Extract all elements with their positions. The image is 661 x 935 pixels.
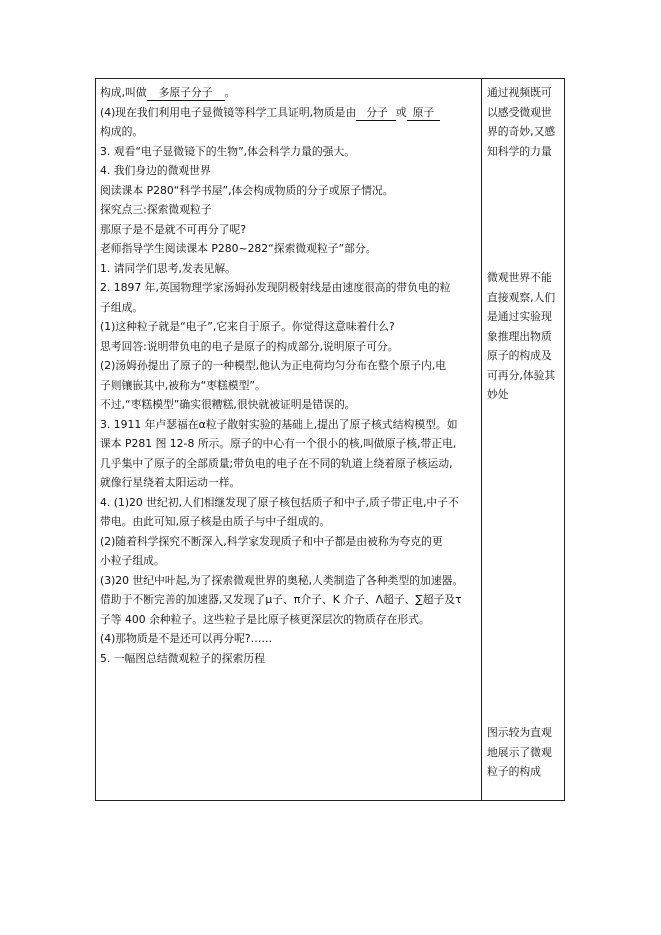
text-line: 子组成。	[100, 300, 144, 314]
design-note-experiment	[487, 268, 555, 405]
text-line: (4)那物质是不是还可以再分呢?……	[100, 632, 273, 645]
note-line: 界的奇妙,又感	[487, 125, 556, 138]
text-line: 思考回答:说明带负电的电子是原子的构成部分,说明原子可分。	[100, 339, 399, 353]
text-line: 3. 1911 年卢瑟福在α粒子散射实验的基础上,提出了原子核式结构模型。如	[100, 417, 458, 431]
text-line: (2)汤姆孙提出了原子的一种模型,他认为正电荷均匀分布在整个原子内,电	[100, 359, 447, 372]
note-line: 图示较为直观	[487, 726, 552, 739]
text-line: 不过,“枣糕模型”确实很糟糕,很快就被证明是错误的。	[100, 398, 356, 411]
text-line: 构成,叫做 多原子分子 。	[100, 86, 236, 99]
note-line: 是通过实验现	[487, 310, 552, 323]
note-line: 原子的构成及	[487, 349, 552, 362]
text-line: (3)20 世纪中叶起,为了探索微观世界的奥秘,人类制造了各种类型的加速器。	[100, 573, 464, 587]
note-line: 知科学的力量	[487, 144, 552, 158]
answer-blank: 分子	[356, 105, 396, 121]
section-heading: 探究点三:探索微观粒子	[100, 203, 212, 216]
text-line: (2)随着科学探究不断深入,科学家发现质子和中子都是由被称为夸克的更	[100, 534, 443, 548]
text-line: 子等 400 余种粒子。这些粒子是比原子核更深层次的物质存在形式。	[100, 612, 430, 626]
text-line: 构成的。	[100, 125, 144, 138]
note-line: 象推理出物质	[487, 329, 552, 343]
text-line: 3. 观看“电子显微镜下的生物”,体会科学力量的强大。	[100, 144, 356, 158]
note-line: 微观世界不能	[487, 271, 552, 284]
lesson-content-column	[100, 83, 476, 668]
answer-blank: 多原子分子	[147, 85, 225, 101]
text-line: 带电。由此可知,原子核是由质子与中子组成的。	[100, 515, 331, 528]
text-line: 4. (1)20 世纪初,人们相继发现了原子核包括质子和中子,质子带正电,中子不	[100, 495, 459, 509]
text-line: 小粒子组成。	[100, 554, 165, 567]
text-line: 4. 我们身边的微观世界	[100, 164, 211, 177]
lesson-table	[95, 78, 565, 801]
note-line: 通过视频既可	[487, 86, 552, 99]
text-line: (1)这种粒子就是“电子”,它来自于原子。你觉得这意味着什么?	[100, 320, 395, 333]
note-line: 直接观察,人们	[487, 290, 556, 304]
text-line: 那原子是不是就不可再分了呢?	[100, 222, 247, 236]
note-line: 妙处	[487, 388, 509, 401]
text-line: 老师指导学生阅读课本 P280~282“探索微观粒子”部分。	[100, 242, 377, 255]
text-line: 子则镶嵌其中,被称为“枣糕模型”。	[100, 378, 266, 392]
note-line: 地展示了微观	[487, 745, 552, 759]
note-line: 以感受微观世	[487, 105, 552, 119]
text-line: 阅读课本 P280“科学书屋”,体会构成物质的分子或原子情况。	[100, 183, 394, 197]
text-line: 课本 P281 图 12-8 所示。原子的中心有一个很小的核,叫做原子核,带正电,	[100, 437, 457, 450]
note-line: 粒子的构成	[487, 765, 541, 778]
design-note-video	[487, 83, 555, 161]
answer-blank: 原子	[407, 105, 441, 121]
design-note-diagram	[487, 723, 552, 782]
text-line: 2. 1897 年,英国物理学家汤姆孙发现阴极射线是由速度很高的带负电的粒	[100, 281, 451, 294]
column-divider	[481, 79, 482, 800]
text-line: 几乎集中了原子的全部质量;带负电的电子在不同的轨道上绕着原子核运动,	[100, 456, 453, 470]
text-line: 5. 一幅图总结微观粒子的探索历程	[100, 651, 265, 665]
text-line: (4)现在我们利用电子显微镜等科学工具证明,物质是由 分子 或 原子	[100, 103, 476, 123]
text-line: 1. 请同学们思考,发表见解。	[100, 261, 236, 275]
text-line: 借助于不断完善的加速器,又发现了μ子、π介子、K 介子、Λ超子、∑超子及τ	[100, 593, 462, 606]
note-line: 可再分,体验其	[487, 368, 556, 382]
text-line: 就像行星绕着太阳运动一样。	[100, 476, 241, 489]
